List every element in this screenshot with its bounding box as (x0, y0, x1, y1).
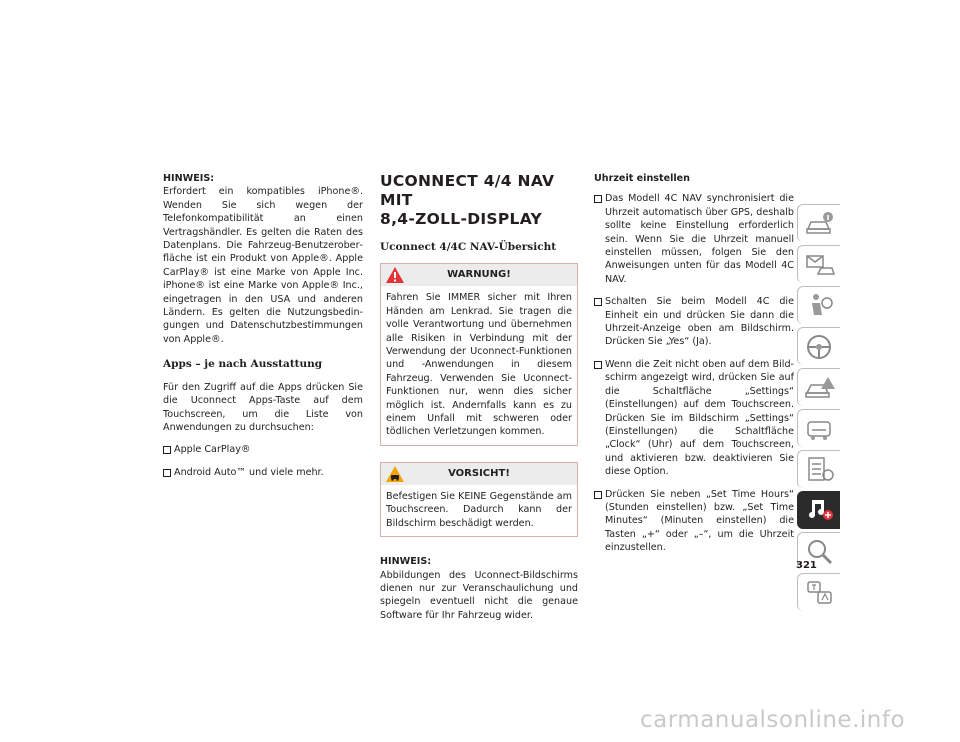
tab-car-service[interactable] (797, 409, 840, 447)
apps-text: Für den Zugriff auf die Apps drücken Sie die Uconnect Apps-Taste auf dem Touchscreen, um die Liste von Anwendungen zu durchsuchen: (163, 381, 363, 433)
list-item: Apple CarPlay® (163, 443, 363, 456)
page-number: 321 (796, 560, 817, 571)
car-info-icon (804, 209, 836, 239)
list-item: Das Modell 4C NAV synchronisiert die Uhrzeit automatisch über GPS, deshalb sollte keine Einstellung erforderlich sein. Wenn Sie die Uhrzeit manuell einstellen müssen, folgen Sie den Anweisungen unten für das Modell 4C NAV. (594, 192, 794, 286)
steering-wheel-icon (804, 332, 836, 362)
checkbox-bullet-icon (594, 491, 602, 499)
checkbox-bullet-icon (594, 361, 602, 369)
tab-multimedia[interactable] (797, 491, 840, 529)
note-text: Erfordert ein kompatibles iPhone®. Wenden Sie sich wegen der Telefonkompatibilität an einen Vertragshändler. Es gelten die Raten des Datenplans. Die Fahrzeug-Benutzeroberfläche ist ein Produkt von Apple®. Apple CarPlay® ist eine Marke von Apple Inc. iPhone® ist eine Marke von Apple® Inc., eingetragen in den USA und anderen Ländern. Es gelten die Nutzungsbedingungen und Datenschutzbestimmungen von Apple®. (163, 186, 363, 345)
list-item: Drücken Sie neben „Set Time Hours“ (Stunden einstellen) bzw. „Set Time Minutes“ (Minuten einstellen) die Tasten „+“ oder „–“, um die Uhrzeit einzustellen. (594, 488, 794, 555)
warning-label: WARNUNG! (447, 269, 511, 281)
caution-box (380, 462, 578, 537)
list-item: Wenn die Zeit nicht oben auf dem Bildschirm angezeigt wird, drücken Sie auf die Schaltfläche „Settings“ (Einstellungen) auf dem Touchscreen. Drücken Sie im Bildschirm „Settings“ (Einstellungen) die Schaltfläche „Clock“ (Uhr) auf dem Touchscreen, und aktivieren bzw. deaktivieren Sie diese Option. (594, 358, 794, 479)
note-heading: HINWEIS: (163, 173, 215, 184)
seatbelt-airbag-icon (804, 291, 836, 321)
warning-triangle-icon (385, 266, 405, 284)
clock-heading: Uhrzeit einstellen (594, 173, 690, 184)
checkbox-bullet-icon (163, 446, 171, 454)
section-title: UCONNECT 4/4 NAV MIT 8,4-ZOLL-DISPLAY (380, 172, 555, 228)
apps-heading: Apps – je nach Ausstattung (163, 358, 323, 371)
car-service-icon (804, 414, 836, 444)
caution-car-icon (385, 465, 405, 483)
middle-column (380, 172, 578, 622)
multimedia-icon (804, 496, 836, 526)
tab-car-mail[interactable] (797, 245, 840, 283)
warning-text: Fahren Sie IMMER sicher mit Ihren Händen am Lenkrad. Sie tragen die volle Verantwortung und übernehmen alle Risiken in Verbindung mit der Verwendung der Uconnect-Funktionen und -Anwendungen in diesem Fahrzeug. Verwenden Sie Uconnect-Funktionen nur, wenn dies sicher möglich ist. Andernfalls kann es zu einem Unfall mit schweren oder tödlichen Verletzungen kommen. (386, 292, 572, 438)
language-index-icon (804, 578, 836, 608)
tab-checklist[interactable] (797, 450, 840, 488)
overview-heading: Uconnect 4/4C NAV-Übersicht (380, 241, 557, 253)
note-heading: HINWEIS: (380, 556, 432, 568)
tab-seatbelt-airbag[interactable] (797, 286, 840, 324)
left-column (163, 172, 363, 488)
car-warning-icon (804, 373, 836, 403)
warning-header (381, 264, 577, 286)
tab-car-info[interactable] (797, 204, 840, 242)
tab-car-warning[interactable] (797, 368, 840, 406)
list-item: Android Auto™ und viele mehr. (163, 466, 363, 479)
warning-box (380, 263, 578, 445)
right-column (594, 172, 794, 564)
caution-label: VORSICHT! (448, 467, 510, 479)
checkbox-bullet-icon (594, 195, 602, 203)
caution-header (381, 463, 577, 485)
tab-steering-wheel[interactable] (797, 327, 840, 365)
chapter-tabs (797, 204, 840, 614)
checklist-icon (804, 455, 836, 485)
checkbox-bullet-icon (163, 469, 171, 477)
caution-text: Befestigen Sie KEINE Gegenstände am Touchscreen. Dadurch kann der Bildschirm beschädigt werden. (386, 490, 572, 529)
watermark: carmanualsonline.info (640, 707, 906, 733)
list-item: Schalten Sie beim Modell 4C die Einheit ein und drücken Sie dann die Uhrzeit-Anzeige oben am Bildschirm. Drücken Sie „Yes“ (Ja). (594, 295, 794, 349)
tab-language-index[interactable] (797, 573, 840, 611)
checkbox-bullet-icon (594, 298, 602, 306)
car-mail-icon (804, 250, 836, 280)
note-text: Abbildungen des Uconnect-Bildschirms dienen nur zur Veranschaulichung und spiegeln eventuell nicht die genaue Software für Ihr Fahrzeug wider. (380, 569, 578, 621)
